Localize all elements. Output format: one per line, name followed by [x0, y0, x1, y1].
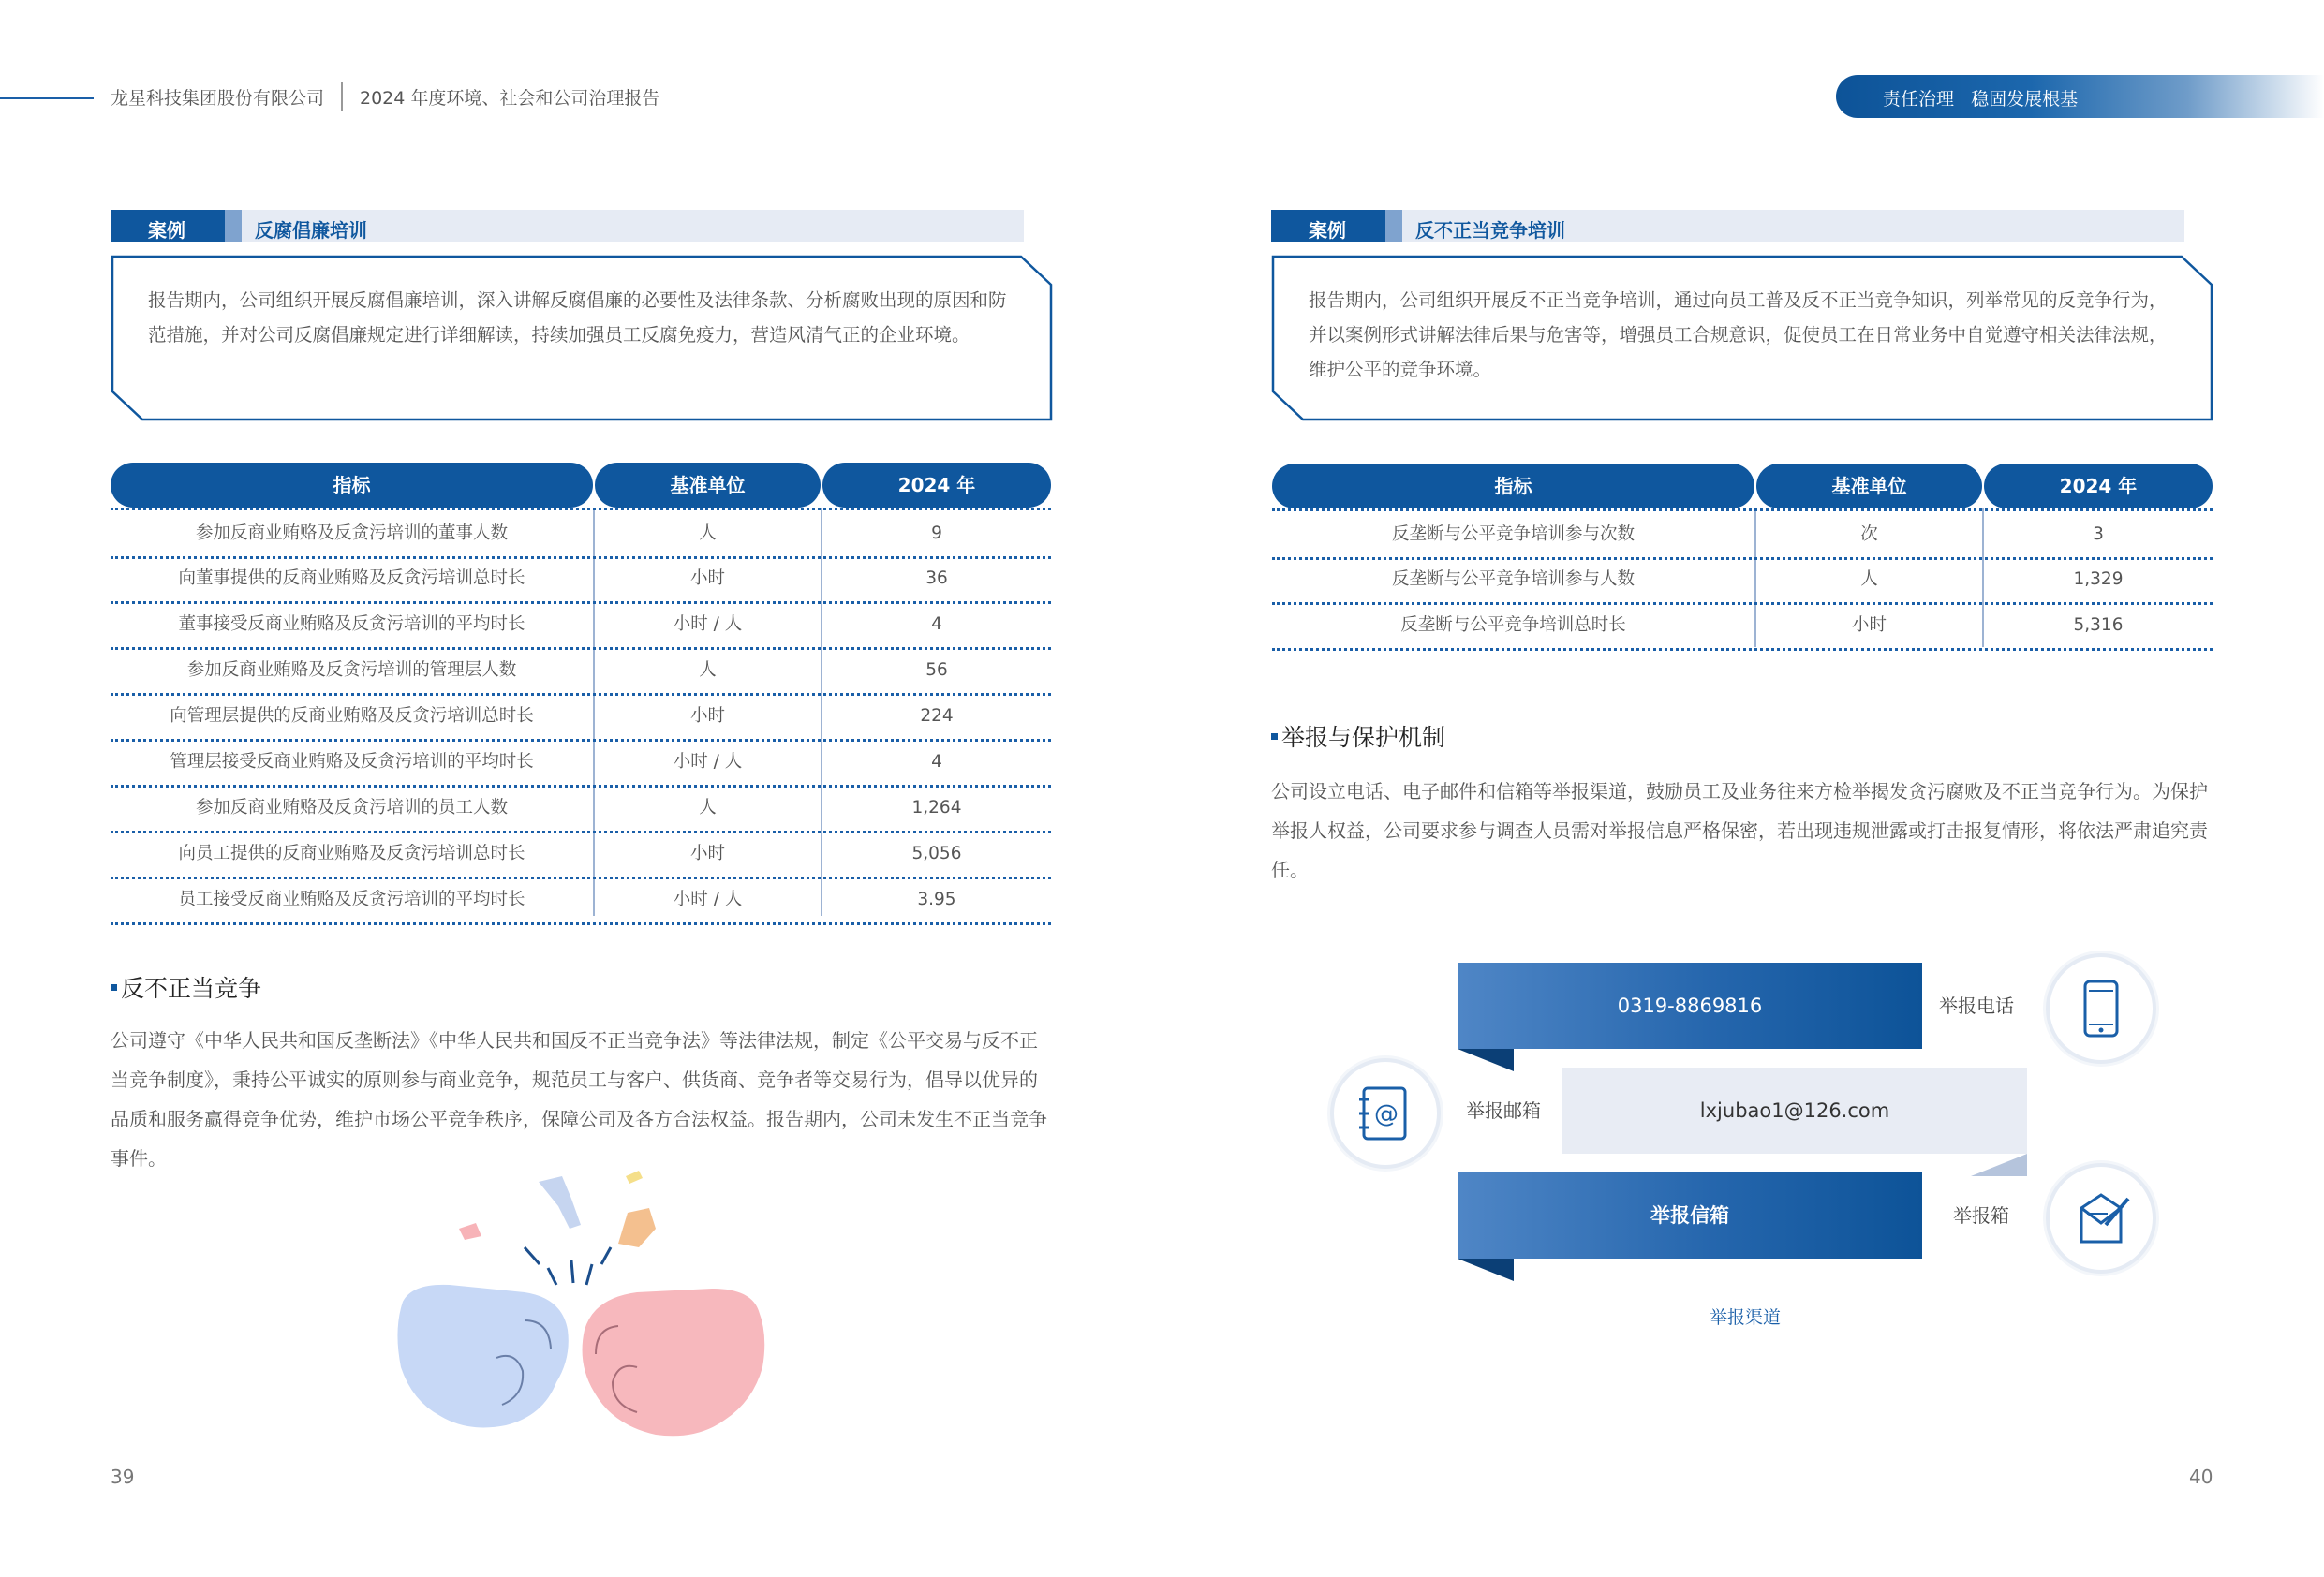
- th-year: 2024 年: [1984, 464, 2213, 508]
- cell-value: 5,056: [911, 844, 962, 863]
- fist-left: [397, 1285, 568, 1428]
- band-fold: [1458, 1259, 1514, 1281]
- cell-unit: 人: [699, 523, 717, 543]
- cell-unit: 小时: [689, 844, 725, 863]
- cell-indicator: 参加反商业贿赂及反贪污培训的员工人数: [195, 798, 508, 818]
- section-badge-text: 责任治理 稳固发展根基: [1883, 89, 2079, 110]
- case-header-right: [1271, 210, 2184, 242]
- phone-label: 举报电话: [1939, 995, 2014, 1017]
- bullet-square: [111, 984, 117, 991]
- cell-indicator: 反垄断与公平竞争培训参与人数: [1391, 569, 1635, 589]
- email-icon-circle: [1330, 1058, 1441, 1169]
- cell-unit: 人: [1860, 569, 1878, 589]
- training-table-left: [111, 463, 1051, 921]
- case-tag-label: 案例: [1309, 219, 1346, 242]
- section-paragraph: 公司遵守《中华人民共和国反垄断法》《中华人民共和国反不正当竞争法》等法律法规，制定《公平交易与反不正当竞争制度》，秉持公平诚实的原则参与商业竞争，规范员工与客户、供货商、竞争者等交易行为，倡导以优异的品质和服务赢得竞争优势，维护市场公平竞争秩序，保障公司及各方合法权益。报告期内，公司未发生不正当竞争事件。: [111, 1029, 1047, 1170]
- table-row: [111, 647, 1051, 696]
- letter-pen-icon: [2050, 1167, 2153, 1270]
- cell-unit: 次: [1860, 524, 1878, 544]
- cell-indicator: 董事接受反商业贿赂及反贪污培训的平均时长: [178, 614, 525, 634]
- confetti-yellow: [626, 1171, 643, 1184]
- cell-value: 56: [925, 660, 948, 680]
- cell-indicator: 参加反商业贿赂及反贪污培训的董事人数: [195, 523, 508, 543]
- header-rule: [0, 97, 94, 99]
- table-row: [1272, 602, 2213, 651]
- phone-icon-circle: [2046, 953, 2156, 1064]
- case-tag: [1271, 210, 1385, 242]
- mailbox-band: [1458, 1172, 1922, 1259]
- cell-value: 1,264: [911, 798, 962, 818]
- case-title: 反不正当竞争培训: [1415, 219, 1565, 242]
- cell-value: 1,329: [2073, 569, 2124, 589]
- cell-unit: 人: [699, 660, 717, 680]
- page-number-right: 40: [2189, 1466, 2213, 1488]
- cell-value: 5,316: [2073, 615, 2124, 635]
- header-divider: [341, 82, 343, 111]
- table-row: [111, 508, 1051, 559]
- email-band: lxjubao1@126.com: [1562, 1068, 2027, 1154]
- section-title-text: 反不正当竞争: [121, 975, 262, 1002]
- cell-value: 224: [920, 706, 954, 726]
- section-paragraph: 公司设立电话、电子邮件和信箱等举报渠道，鼓励员工及业务往来方检举揭发贪污腐败及不正当竞争行为。为保护举报人权益，公司要求参与调查人员需对举报信息严格保密，若出现违规泄露或打击报复情形，将依法严肃追究责任。: [1271, 780, 2208, 881]
- company-name: 龙星科技集团股份有限公司: [111, 88, 325, 109]
- channels-caption: 举报渠道: [1710, 1307, 1782, 1328]
- mailbox-value: 举报信箱: [1650, 1204, 1729, 1227]
- band-fold: [1971, 1154, 2027, 1176]
- page-number-left: 39: [111, 1466, 135, 1488]
- case-tag: [111, 210, 225, 242]
- cell-unit: 小时 / 人: [673, 752, 743, 772]
- cell-unit: 小时 / 人: [673, 614, 743, 634]
- cell-value: 36: [925, 568, 948, 588]
- table-row: [111, 739, 1051, 788]
- table-row: [1272, 508, 2213, 560]
- email-label: 举报邮箱: [1466, 1099, 1541, 1122]
- case-tag-accent: [225, 210, 242, 242]
- cell-value: 4: [931, 614, 942, 634]
- table-row: [111, 555, 1051, 604]
- reporting-channels-diagram: [1330, 946, 2173, 1339]
- cell-unit: 小时 / 人: [673, 890, 743, 909]
- section-badge: [1836, 75, 2324, 118]
- case-box-right: [1271, 255, 2213, 421]
- cell-indicator: 员工接受反商业贿赂及反贪污培训的平均时长: [178, 890, 525, 909]
- case-title: 反腐倡廉培训: [255, 219, 367, 242]
- cell-indicator: 反垄断与公平竞争培训参与次数: [1391, 524, 1635, 544]
- case-box-left: [111, 255, 1053, 421]
- report-title: 2024 年度环境、社会和公司治理报告: [360, 88, 660, 109]
- th-indicator: 指标: [1272, 464, 1754, 508]
- phone-icon: [2050, 957, 2153, 1060]
- cell-value: 3.95: [917, 890, 956, 909]
- fist-right: [583, 1289, 765, 1436]
- table-row: [111, 877, 1051, 925]
- band-fold: [1458, 1049, 1514, 1071]
- phone-band: 0319-8869816: [1458, 963, 1922, 1049]
- email-book-icon: [1334, 1062, 1437, 1165]
- confetti-orange: [618, 1208, 656, 1247]
- confetti-pink: [459, 1223, 481, 1240]
- cell-value: 4: [931, 752, 942, 772]
- bullet-square: [1271, 733, 1278, 740]
- table-row: [111, 831, 1051, 879]
- section-title-text: 举报与保护机制: [1281, 724, 1446, 751]
- cell-unit: 小时: [1851, 615, 1887, 635]
- cell-value: 9: [931, 523, 942, 543]
- th-unit: 基准单位: [1756, 464, 1982, 508]
- cell-indicator: 参加反商业贿赂及反贪污培训的管理层人数: [186, 660, 517, 680]
- cell-unit: 小时: [689, 568, 725, 588]
- th-year: 2024 年: [822, 463, 1051, 508]
- cell-indicator: 向董事提供的反商业贿赂及反贪污培训总时长: [178, 568, 525, 588]
- svg-text:@: @: [1374, 1100, 1399, 1128]
- cell-indicator: 向员工提供的反商业贿赂及反贪污培训总时长: [178, 844, 525, 863]
- table-row: [111, 601, 1051, 650]
- cell-unit: 小时: [689, 706, 725, 726]
- fist-bump-illustration: [384, 1171, 777, 1442]
- table-row: [1272, 556, 2213, 605]
- section-title-anticompetition: [111, 970, 261, 1004]
- th-indicator: 指标: [111, 463, 593, 508]
- mailbox-label: 举报箱: [1953, 1204, 2009, 1227]
- cell-value: 3: [2093, 524, 2104, 544]
- confetti-blue: [539, 1176, 581, 1229]
- table-row: [111, 785, 1051, 833]
- cell-unit: 人: [699, 798, 717, 818]
- training-table-right: [1272, 464, 2213, 651]
- case-text: 报告期内，公司组织开展反不正当竞争培训，通过向员工普及反不正当竞争知识，列举常见的反竞争行为，并以案例形式讲解法律后果与危害等，增强员工合规意识，促使员工在日常业务中自觉遵守相关法律法规，维护公平的竞争环境。: [1309, 289, 2168, 380]
- table-row: [111, 693, 1051, 742]
- cell-indicator: 管理层接受反商业贿赂及反贪污培训的平均时长: [170, 752, 534, 772]
- case-text: 报告期内，公司组织开展反腐倡廉培训，深入讲解反腐倡廉的必要性及法律条款、分析腐败出现的原因和防范措施，并对公司反腐倡廉规定进行详细解读，持续加强员工反腐免疫力，营造风清气正的企业环境。: [148, 289, 1007, 346]
- case-header-left: [111, 210, 1024, 242]
- section-title-reporting: [1271, 719, 1445, 753]
- th-unit: 基准单位: [595, 463, 821, 508]
- mailbox-icon-circle: [2046, 1163, 2156, 1274]
- case-tag-accent: [1385, 210, 1402, 242]
- cell-indicator: 反垄断与公平竞争培训总时长: [1400, 615, 1626, 635]
- case-tag-label: 案例: [148, 219, 185, 242]
- cell-indicator: 向管理层提供的反商业贿赂及反贪污培训总时长: [170, 706, 534, 726]
